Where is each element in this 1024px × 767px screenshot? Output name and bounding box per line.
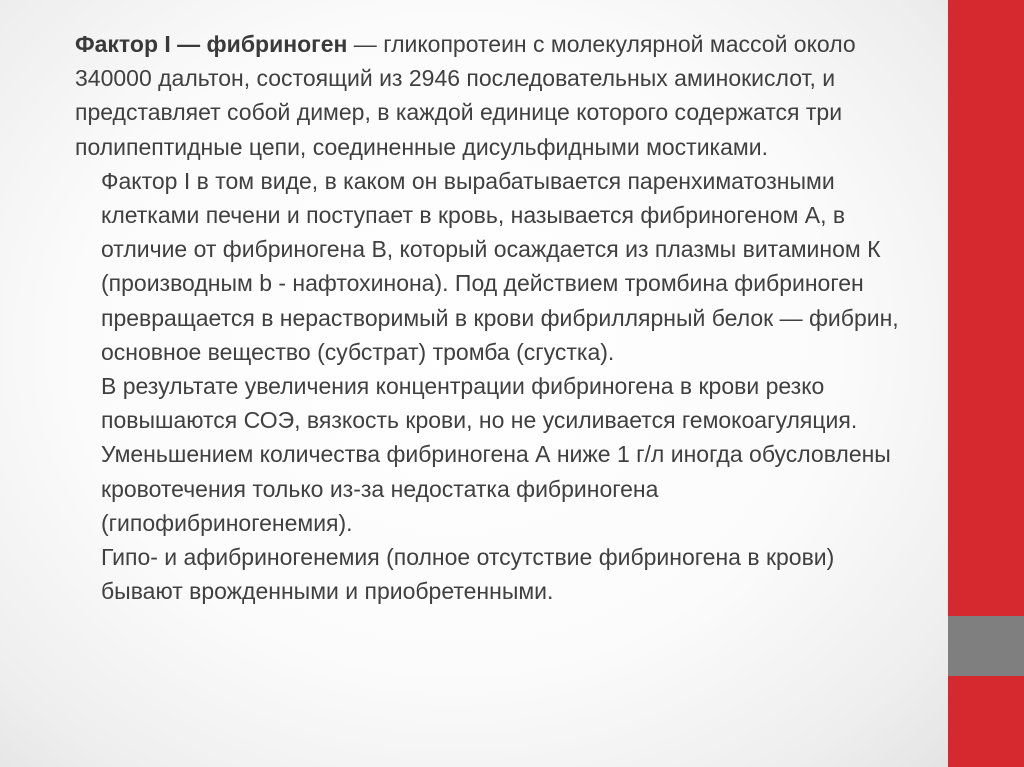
slide-body-text <box>75 27 905 608</box>
sidebar-band-gray <box>948 616 1024 676</box>
sidebar-band-red-top <box>948 0 1024 616</box>
accent-sidebar <box>948 0 1024 767</box>
sidebar-band-red-bottom <box>948 676 1024 767</box>
paragraph-fibrinogen-definition <box>75 27 905 164</box>
paragraph-hypo-afibrinogenemia: Гипо- и афибриногенемия (полное отсутствие фибриногена в крови) бывают врожденными и приобретенными. <box>101 544 835 605</box>
paragraph-lead-term: Фактор I — фибриноген <box>75 31 348 57</box>
paragraph-text: — гликопротеин с молекулярной массой около 340000 дальтон, состоящий из 2946 последовательных аминокислот, и представляет собой димер, в каждой единице которого содержатся три полипептидные цепи, соединенные дисульфидными мостиками. <box>75 31 856 160</box>
paragraph-concentration-effects: В результате увеличения концентрации фибриногена в крови резко повышаются СОЭ, вязкость крови, но не усиливается гемокоагуляция. Уменьшением количества фибриногена А ниже 1 г/л иногда обусловлены кровотечения только из-за недостатка фибриногена (гипофибриногенемия). <box>101 373 891 536</box>
paragraph-factor-forms: Фактор I в том виде, в каком он вырабатывается паренхиматозными клетками печени и поступает в кровь, называется фибриногеном A, в отличие от фибриногена B, который осаждается из плазмы витамином К (производным b - нафтохинона). Под действием тромбина фибриноген превращается в нерастворимый в крови фибриллярный белок — фибрин, основное вещество (субстрат) тромба (сгустка). <box>101 167 899 365</box>
paragraph-first-line-wrapper <box>75 27 905 164</box>
